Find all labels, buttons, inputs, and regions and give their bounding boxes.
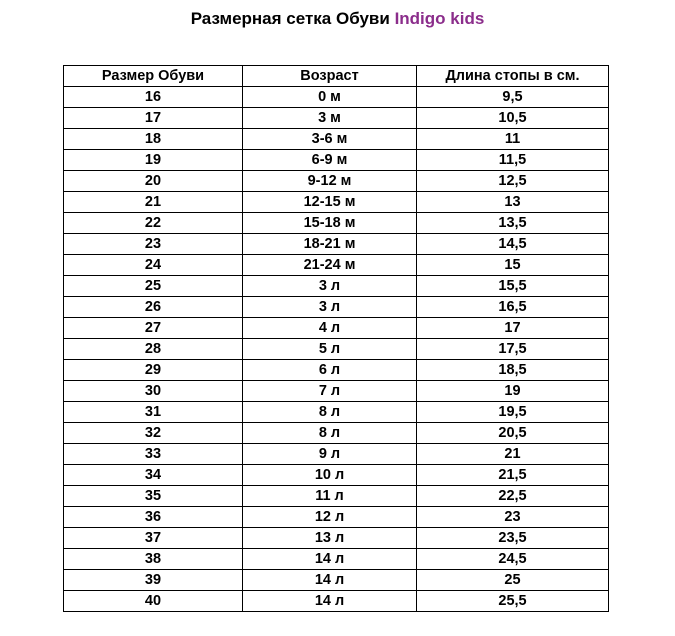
table-row [64,486,609,507]
header-foot-length: Длина стопы в см. [417,66,609,87]
cell-foot-length: 14,5 [417,234,609,255]
cell-age: 3-6 м [243,129,417,150]
page-title [0,9,675,29]
table-row [64,570,609,591]
cell-shoe-size: 35 [64,486,243,507]
table-row [64,255,609,276]
table-row [64,297,609,318]
cell-age: 11 л [243,486,417,507]
cell-foot-length: 25,5 [417,591,609,612]
cell-foot-length: 22,5 [417,486,609,507]
cell-age: 3 м [243,108,417,129]
cell-shoe-size: 24 [64,255,243,276]
table-row [64,402,609,423]
cell-age: 14 л [243,591,417,612]
cell-foot-length: 12,5 [417,171,609,192]
cell-age: 9-12 м [243,171,417,192]
brand-name: Indigo kids [394,9,485,28]
cell-foot-length: 24,5 [417,549,609,570]
cell-foot-length: 13,5 [417,213,609,234]
table-row [64,444,609,465]
cell-shoe-size: 17 [64,108,243,129]
cell-age: 8 л [243,402,417,423]
table-header [64,66,609,87]
cell-foot-length: 20,5 [417,423,609,444]
cell-age: 8 л [243,423,417,444]
table-row [64,150,609,171]
cell-shoe-size: 22 [64,213,243,234]
cell-shoe-size: 25 [64,276,243,297]
cell-foot-length: 23,5 [417,528,609,549]
cell-shoe-size: 21 [64,192,243,213]
table-row [64,213,609,234]
header-shoe-size: Размер Обуви [64,66,243,87]
cell-shoe-size: 19 [64,150,243,171]
cell-shoe-size: 16 [64,87,243,108]
cell-shoe-size: 23 [64,234,243,255]
cell-age: 4 л [243,318,417,339]
cell-age: 12-15 м [243,192,417,213]
cell-foot-length: 13 [417,192,609,213]
cell-foot-length: 15 [417,255,609,276]
cell-shoe-size: 30 [64,381,243,402]
cell-shoe-size: 36 [64,507,243,528]
cell-shoe-size: 18 [64,129,243,150]
size-table [63,65,609,612]
table-row [64,318,609,339]
cell-shoe-size: 31 [64,402,243,423]
table-row [64,528,609,549]
header-age: Возраст [243,66,417,87]
cell-age: 10 л [243,465,417,486]
table-row [64,276,609,297]
table-row [64,108,609,129]
cell-shoe-size: 29 [64,360,243,381]
title-text: Размерная сетка Обуви [190,9,390,28]
cell-foot-length: 18,5 [417,360,609,381]
cell-age: 7 л [243,381,417,402]
table-row [64,360,609,381]
cell-foot-length: 17,5 [417,339,609,360]
table-header-row [64,66,609,87]
cell-age: 13 л [243,528,417,549]
table-row [64,507,609,528]
table-row [64,465,609,486]
table-row [64,591,609,612]
cell-foot-length: 23 [417,507,609,528]
cell-foot-length: 11,5 [417,150,609,171]
cell-foot-length: 9,5 [417,87,609,108]
cell-age: 18-21 м [243,234,417,255]
cell-age: 12 л [243,507,417,528]
table-row [64,129,609,150]
table-row [64,87,609,108]
cell-foot-length: 17 [417,318,609,339]
table-row [64,234,609,255]
cell-shoe-size: 37 [64,528,243,549]
table-row [64,549,609,570]
cell-age: 0 м [243,87,417,108]
cell-age: 5 л [243,339,417,360]
cell-age: 14 л [243,570,417,591]
table-row [64,339,609,360]
cell-age: 6 л [243,360,417,381]
table-body [64,87,609,612]
cell-foot-length: 25 [417,570,609,591]
table-row [64,192,609,213]
cell-shoe-size: 40 [64,591,243,612]
cell-foot-length: 21 [417,444,609,465]
cell-shoe-size: 20 [64,171,243,192]
cell-foot-length: 19 [417,381,609,402]
cell-age: 15-18 м [243,213,417,234]
cell-age: 3 л [243,297,417,318]
cell-foot-length: 16,5 [417,297,609,318]
cell-foot-length: 15,5 [417,276,609,297]
table-row [64,171,609,192]
cell-age: 9 л [243,444,417,465]
cell-shoe-size: 39 [64,570,243,591]
cell-shoe-size: 34 [64,465,243,486]
table-row [64,381,609,402]
table-row [64,423,609,444]
cell-shoe-size: 38 [64,549,243,570]
cell-age: 14 л [243,549,417,570]
cell-shoe-size: 27 [64,318,243,339]
cell-age: 6-9 м [243,150,417,171]
cell-shoe-size: 26 [64,297,243,318]
cell-foot-length: 21,5 [417,465,609,486]
cell-shoe-size: 32 [64,423,243,444]
cell-shoe-size: 33 [64,444,243,465]
cell-age: 21-24 м [243,255,417,276]
cell-age: 3 л [243,276,417,297]
cell-shoe-size: 28 [64,339,243,360]
cell-foot-length: 11 [417,129,609,150]
cell-foot-length: 19,5 [417,402,609,423]
cell-foot-length: 10,5 [417,108,609,129]
